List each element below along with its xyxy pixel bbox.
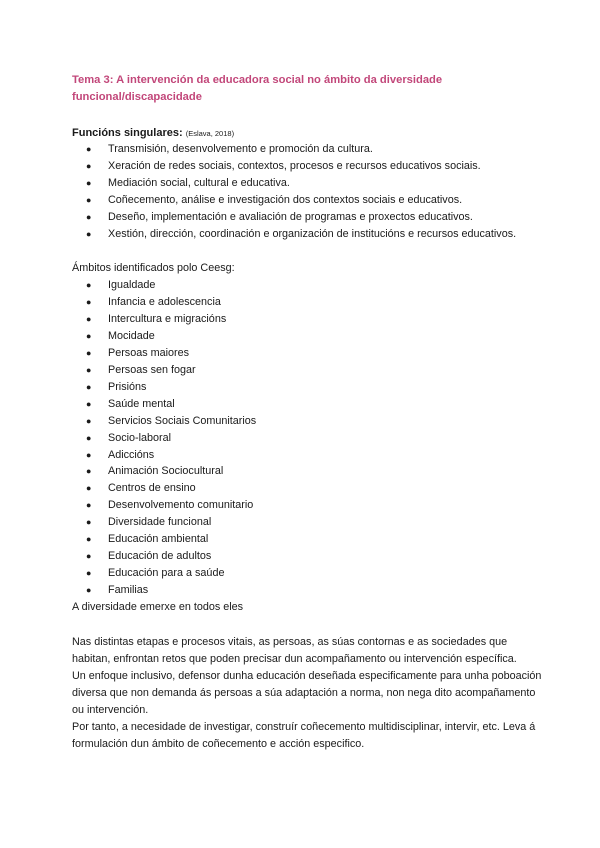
list-item: ● Diversidade funcional (72, 514, 542, 531)
bullet-icon: ● (86, 364, 92, 375)
bullet-icon: ● (86, 550, 92, 561)
list-item: ● Transmisión, desenvolvemento e promoción da cultura. (72, 141, 542, 158)
bullet-icon: ● (86, 398, 92, 409)
bullet-icon: ● (86, 314, 92, 325)
bullet-icon: ● (86, 194, 92, 205)
list-item: ● Animación Sociocultural (72, 463, 542, 480)
paragraph-1: Nas distintas etapas e procesos vitais, as persoas, as súas contornas e as sociedades que habitan, enfrontan retos que poden precisar dun acompañamento ou intervención específica. (72, 635, 517, 665)
list-item: ● Adiccións (72, 447, 542, 464)
bullet-icon: ● (86, 567, 92, 578)
ambitos-list (72, 277, 542, 598)
bullet-icon: ● (86, 432, 92, 443)
bullet-icon: ● (86, 449, 92, 460)
bullet-icon: ● (86, 534, 92, 545)
bullet-icon: ● (86, 381, 92, 392)
bullet-icon: ● (86, 584, 92, 595)
funcions-citation: (Eslava, 2018) (185, 129, 235, 138)
list-item: ● Igualdade (72, 277, 542, 294)
list-item: ● Educación para a saúde (72, 565, 542, 582)
list-item: ● Infancia e adolescencia (72, 294, 542, 311)
list-item: ● Xeración de redes sociais, contextos, procesos e recursos educativos sociais. (72, 158, 542, 175)
document-page (72, 72, 542, 753)
list-item: ● Educación ambiental (72, 531, 542, 548)
bullet-icon: ● (86, 160, 92, 171)
list-item: ● Servicios Sociais Comunitarios (72, 413, 542, 430)
list-item: ● Persoas sen fogar (72, 362, 542, 379)
bullet-icon: ● (86, 280, 92, 291)
list-item: ● Mocidade (72, 328, 542, 345)
funcions-list (72, 141, 542, 242)
list-item: ● Desenvolvemento comunitario (72, 497, 542, 514)
bullet-icon: ● (86, 177, 92, 188)
list-item: ● Prisións (72, 379, 542, 396)
list-item: ● Deseño, implementación e avaliación de programas e proxectos educativos. (72, 209, 542, 226)
bullet-icon: ● (86, 500, 92, 511)
funcions-heading (72, 126, 542, 141)
list-item: ● Centros de ensino (72, 480, 542, 497)
bullet-icon: ● (86, 415, 92, 426)
list-item: ● Intercultura e migracións (72, 311, 542, 328)
bullet-icon: ● (86, 228, 92, 239)
list-item: ● Saúde mental (72, 396, 542, 413)
list-item: ● Persoas maiores (72, 345, 542, 362)
list-item: ● Xestión, dirección, coordinación e organización de institucións e recursos educativos. (72, 226, 542, 243)
ambitos-closing: A diversidade emerxe en todos eles (72, 600, 244, 613)
bullet-icon: ● (86, 297, 92, 308)
bullet-icon: ● (86, 348, 92, 359)
bullet-icon: ● (86, 331, 92, 342)
list-item: ● Coñecemento, análise e investigación dos contextos sociais e educativos. (72, 192, 542, 209)
list-item: ● Familias (72, 582, 542, 599)
bullet-icon: ● (86, 211, 92, 222)
bullet-icon: ● (86, 144, 92, 154)
list-item: ● Educación de adultos (72, 548, 542, 565)
list-item: ● Socio-laboral (72, 430, 542, 447)
bullet-icon: ● (86, 517, 92, 528)
bullet-icon: ● (86, 483, 92, 494)
list-item: ● Mediación social, cultural e educativa. (72, 175, 542, 192)
ambitos-heading: Ámbitos identificados polo Ceesg: (72, 262, 235, 275)
funcions-heading-label: Funcións singulares: (72, 127, 183, 139)
paragraph-2: Un enfoque inclusivo, defensor dunha educación deseñada especificamente para unha poboación diversa que non demanda ás persoas a súa adaptación a norma, non nega dito acompañamento ou intervención. (72, 669, 542, 716)
page-title: Tema 3: A intervención da educadora social no ámbito da diversidade funcional/discapacidade (72, 74, 443, 103)
bullet-icon: ● (86, 466, 92, 477)
paragraph-3: Por tanto, a necesidade de investigar, construír coñecemento multidisciplinar, intervir, etc. Leva á formulación dun ámbito de coñecemento e acción especifico. (72, 720, 536, 750)
